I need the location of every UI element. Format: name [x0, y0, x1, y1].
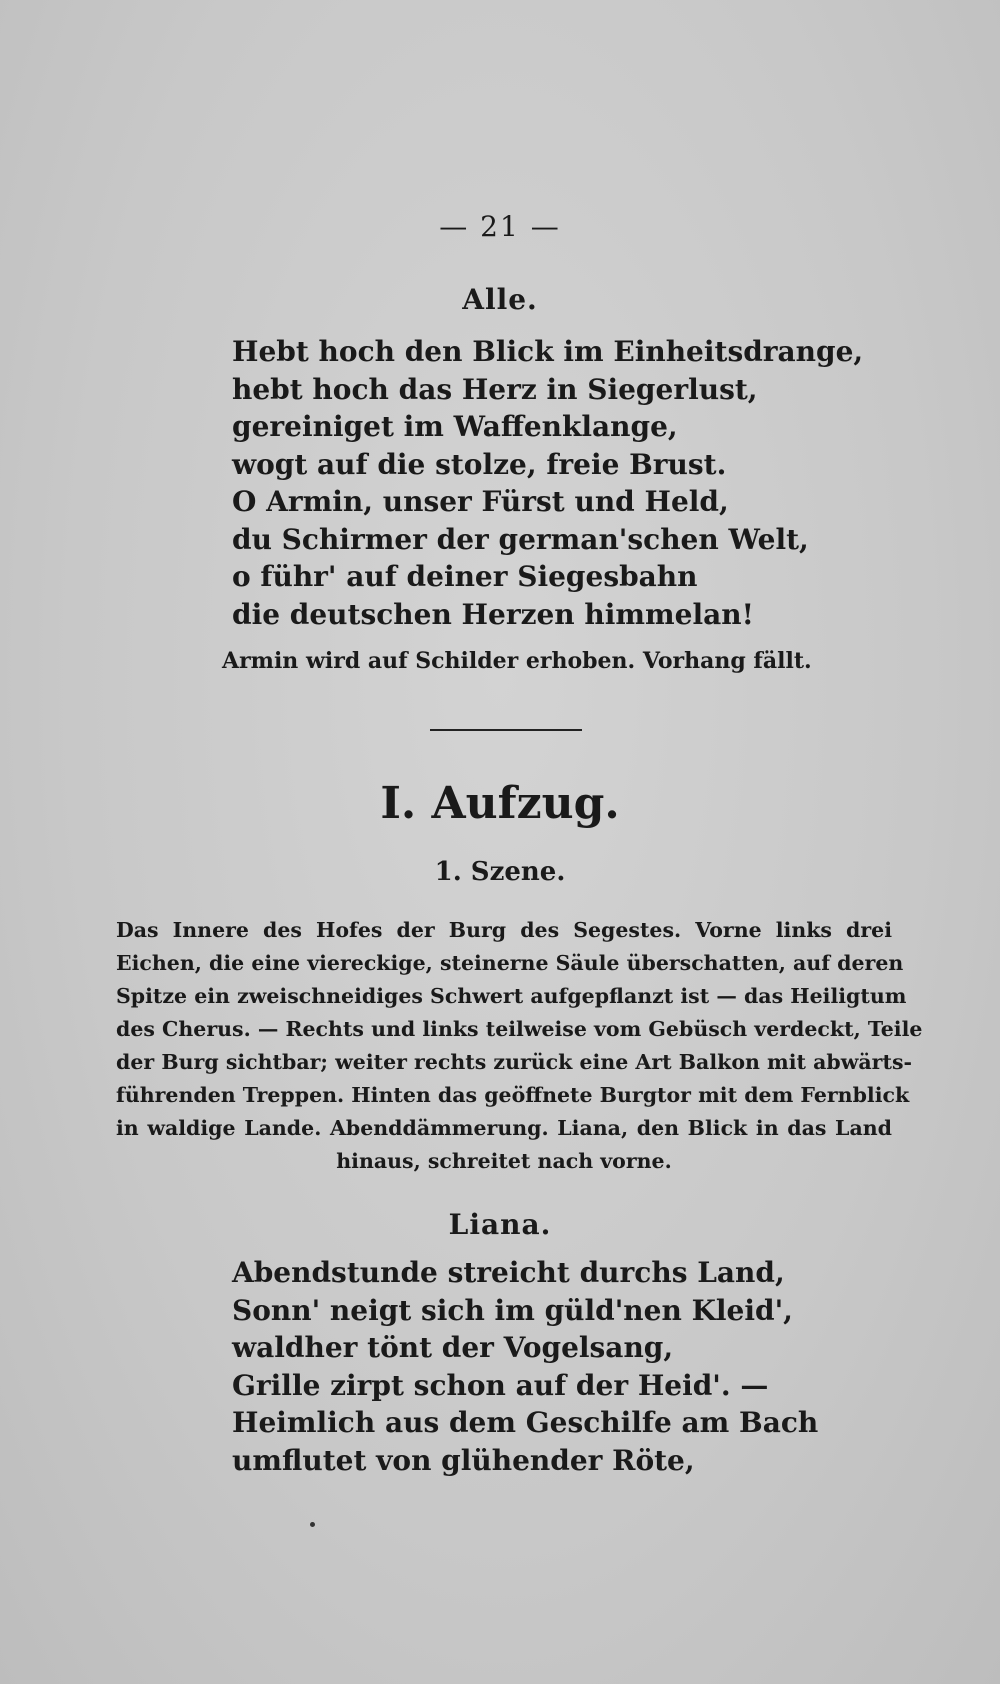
- stage-direction-line: des Cherus. — Rechts und links teilweise vom Gebüsch verdeckt, Teile: [116, 1017, 923, 1041]
- verse-chorus: [232, 333, 932, 633]
- verse-line: Grille zirpt schon auf der Heid'. —: [232, 1368, 769, 1402]
- verse-line: o führ' auf deiner Siegesbahn: [232, 560, 698, 593]
- verse-line: Heimlich aus dem Geschilfe am Bach: [232, 1406, 819, 1439]
- verse-line: Abendstunde streicht durchs Land,: [232, 1256, 785, 1289]
- verse-line: du Schirmer der german'schen Welt,: [232, 522, 809, 556]
- verse-line: Hebt hoch den Blick im Einheitsdrange,: [232, 335, 864, 368]
- section-divider: [430, 729, 582, 731]
- verse-line: O Armin, unser Fürst und Held,: [232, 485, 729, 518]
- act-title: I. Aufzug.: [380, 778, 620, 829]
- page-number: — 21 —: [439, 210, 561, 243]
- stage-direction-line: führenden Treppen. Hinten das geöffnete Burgtor mit dem Fernblick: [116, 1083, 910, 1107]
- speaker-alle: Alle.: [462, 283, 538, 316]
- verse-line: wogt auf die stolze, freie Brust.: [232, 447, 727, 481]
- stage-direction-curtain: Armin wird auf Schilder erhoben. Vorhang fällt.: [222, 648, 812, 674]
- print-speck: [310, 1522, 315, 1527]
- verse-liana: [232, 1254, 932, 1479]
- stage-direction-line: Spitze ein zweischneidiges Schwert aufgepflanzt ist — das Heiligtum: [116, 984, 907, 1008]
- verse-line: gereiniget im Waffenklange,: [232, 410, 678, 443]
- stage-direction-line: in waldige Lande. Abenddämmerung. Liana, den Blick in das Land: [116, 1116, 892, 1140]
- verse-line: Sonn' neigt sich im güld'nen Kleid',: [232, 1293, 793, 1327]
- stage-direction-line: Das Innere des Hofes der Burg des Segestes. Vorne links drei: [116, 918, 892, 942]
- stage-direction-line: hinaus, schreitet nach vorne.: [336, 1149, 672, 1173]
- stage-direction-setting: [116, 914, 923, 1178]
- speaker-liana: Liana.: [448, 1208, 552, 1241]
- verse-line: hebt hoch das Herz in Siegerlust,: [232, 372, 758, 406]
- verse-line: umflutet von glühender Röte,: [232, 1443, 695, 1477]
- stage-direction-line: Eichen, die eine viereckige, steinerne Säule überschatten, auf deren: [116, 951, 904, 975]
- scene-title: 1. Szene.: [434, 857, 566, 887]
- verse-line: die deutschen Herzen himmelan!: [232, 597, 754, 631]
- stage-direction-line: der Burg sichtbar; weiter rechts zurück eine Art Balkon mit abwärts-: [116, 1050, 912, 1074]
- verse-line: waldher tönt der Vogelsang,: [232, 1331, 674, 1364]
